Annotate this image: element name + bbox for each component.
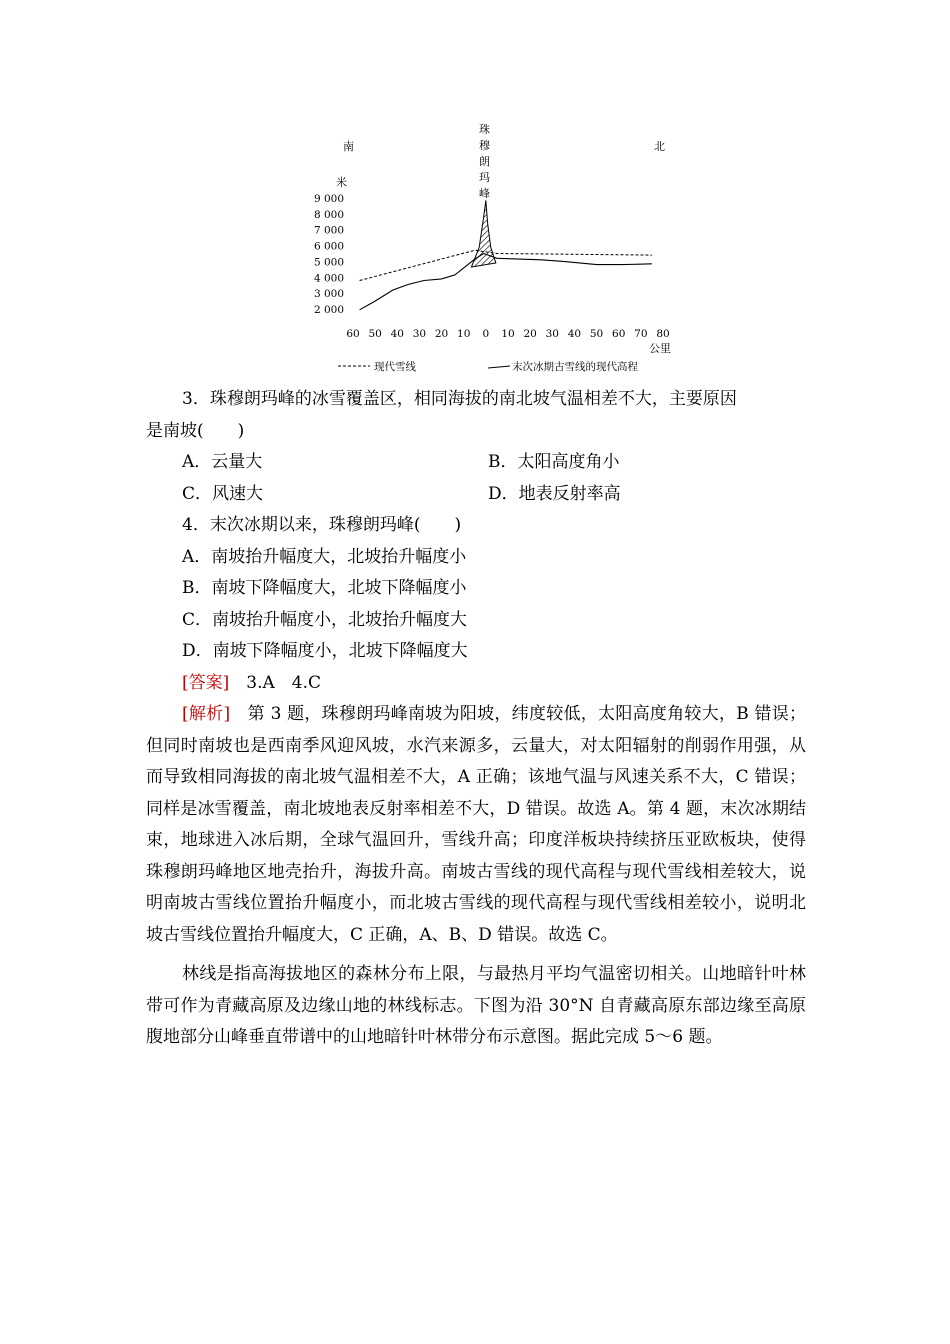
legend-modern-snowline: 现代雪线 <box>374 361 416 373</box>
x-tick-label: 50 <box>368 328 382 340</box>
y-tick-label: 6 000 <box>313 240 344 253</box>
y-tick-label: 4 000 <box>313 272 344 285</box>
x-tick-label: 60 <box>612 328 626 340</box>
question4-option-d: D．南坡下降幅度小，北坡下降幅度大 <box>182 641 468 661</box>
x-tick-label: 30 <box>545 328 559 340</box>
x-tick-label: 70 <box>634 328 648 340</box>
question4-stem: 4．末次冰期以来，珠穆朗玛峰( ) <box>182 515 462 535</box>
question3-option-b: B．太阳高度角小 <box>488 452 620 472</box>
x-tick-label: 20 <box>523 328 537 340</box>
x-tick-label: 80 <box>656 328 670 340</box>
answer-text: 3.A 4.C <box>229 672 321 693</box>
x-tick-label: 10 <box>501 328 515 340</box>
x-tick-label: 0 <box>482 328 490 340</box>
x-tick-label: 20 <box>434 328 449 340</box>
question4-option-b: B．南坡下降幅度大，北坡下降幅度小 <box>182 578 467 598</box>
x-tick-label: 10 <box>457 328 471 340</box>
peak-label-char: 珠 <box>479 123 490 136</box>
y-axis-ticks <box>314 193 344 316</box>
y-tick-label: 3 000 <box>313 288 344 301</box>
ancient-snowline-series <box>360 254 652 310</box>
peak-label <box>479 122 490 200</box>
question4-option-c: C．南坡抬升幅度小，北坡抬升幅度大 <box>182 609 468 630</box>
x-axis-ticks <box>346 328 669 340</box>
question3-option-a: A．云量大 <box>182 452 263 472</box>
legend-ancient-snowline: 末次冰期古雪线的现代高程 <box>512 361 638 373</box>
snowline-chart <box>300 118 680 380</box>
peak-label-char: 朗 <box>479 155 490 168</box>
y-tick-label: 5 000 <box>313 256 344 269</box>
y-tick-label: 8 000 <box>313 208 344 221</box>
question4-option-a: A．南坡抬升幅度大，北坡抬升幅度小 <box>182 546 467 567</box>
peak-label-char: 峰 <box>479 187 490 200</box>
y-unit-label: 米 <box>336 176 347 189</box>
question3-stem-line1: 3．珠穆朗玛峰的冰雪覆盖区，相同海拔的南北坡气温相差不大，主要原因 <box>182 389 737 409</box>
question3-options-row1 <box>146 447 806 479</box>
peak-label-char: 穆 <box>479 139 490 152</box>
north-label: 北 <box>654 140 665 153</box>
modern-snowline-series <box>360 250 652 280</box>
y-tick-label: 7 000 <box>313 224 344 237</box>
peak-label-char: 玛 <box>479 171 490 184</box>
answer-tag: [答案] <box>182 672 230 693</box>
y-tick-label: 2 000 <box>313 304 344 316</box>
x-tick-label: 40 <box>390 328 404 340</box>
question3-stem-line2: 是南坡( ) <box>146 420 245 441</box>
analysis-paragraph <box>146 699 806 951</box>
x-tick-label: 30 <box>412 328 427 340</box>
question3-option-c: C．风速大 <box>182 483 264 504</box>
question-content <box>146 384 806 1054</box>
passage-paragraph: 林线是指高海拔地区的森林分布上限，与最热月平均气温密切相关。山地暗针叶林带可作为青藏高原及边缘山地的林线标志。下图为沿 30°N 自青藏高原东部边缘至高原腹地部分山峰垂直带谱中的山地暗针叶林带分布示意图。据此完成 5～6 题。 <box>146 964 806 1047</box>
x-tick-label: 50 <box>589 328 604 340</box>
south-label: 南 <box>343 140 354 153</box>
x-tick-label: 60 <box>346 328 360 340</box>
question3-options-row2 <box>146 479 806 511</box>
legend <box>338 360 638 373</box>
answer-line <box>146 668 806 700</box>
x-unit-label: 公里 <box>649 342 671 355</box>
x-tick-label: 40 <box>567 328 582 340</box>
legend-solid-swatch <box>488 366 510 368</box>
analysis-tag: [解析] <box>182 704 231 724</box>
y-tick-label: 9 000 <box>313 193 344 205</box>
analysis-text: 第 3 题，珠穆朗玛峰南坡为阳坡，纬度较低，太阳高度角较大，B 错误；但同时南坡也是西南季风迎风坡，水汽来源多，云量大，对太阳辐射的削弱作用强，从而导致相同海拔的南北坡气温相差不大，A 正确；该地气温与风速关系不大，C 错误；同样是冰雪覆盖，南北坡地表反射率相差不大，D 错误。故选 A。第 4 题，末次冰期结束，地球进入冰后期，全球气温回升，雪线升高；印度洋板块持续挤压亚欧板块，使得珠穆朗玛峰地区地壳抬升，海拔升高。南坡古雪线的现代高程与现代雪线相差较大，说明南坡古雪线位置抬升幅度小，而北坡古雪线的现代高程与现代雪线相差较小，说明北坡古雪线位置抬升幅度大，C 正确，A、B、D 错误。故选 C。 <box>146 704 806 945</box>
question3-option-d: D．地表反射率高 <box>488 483 621 504</box>
